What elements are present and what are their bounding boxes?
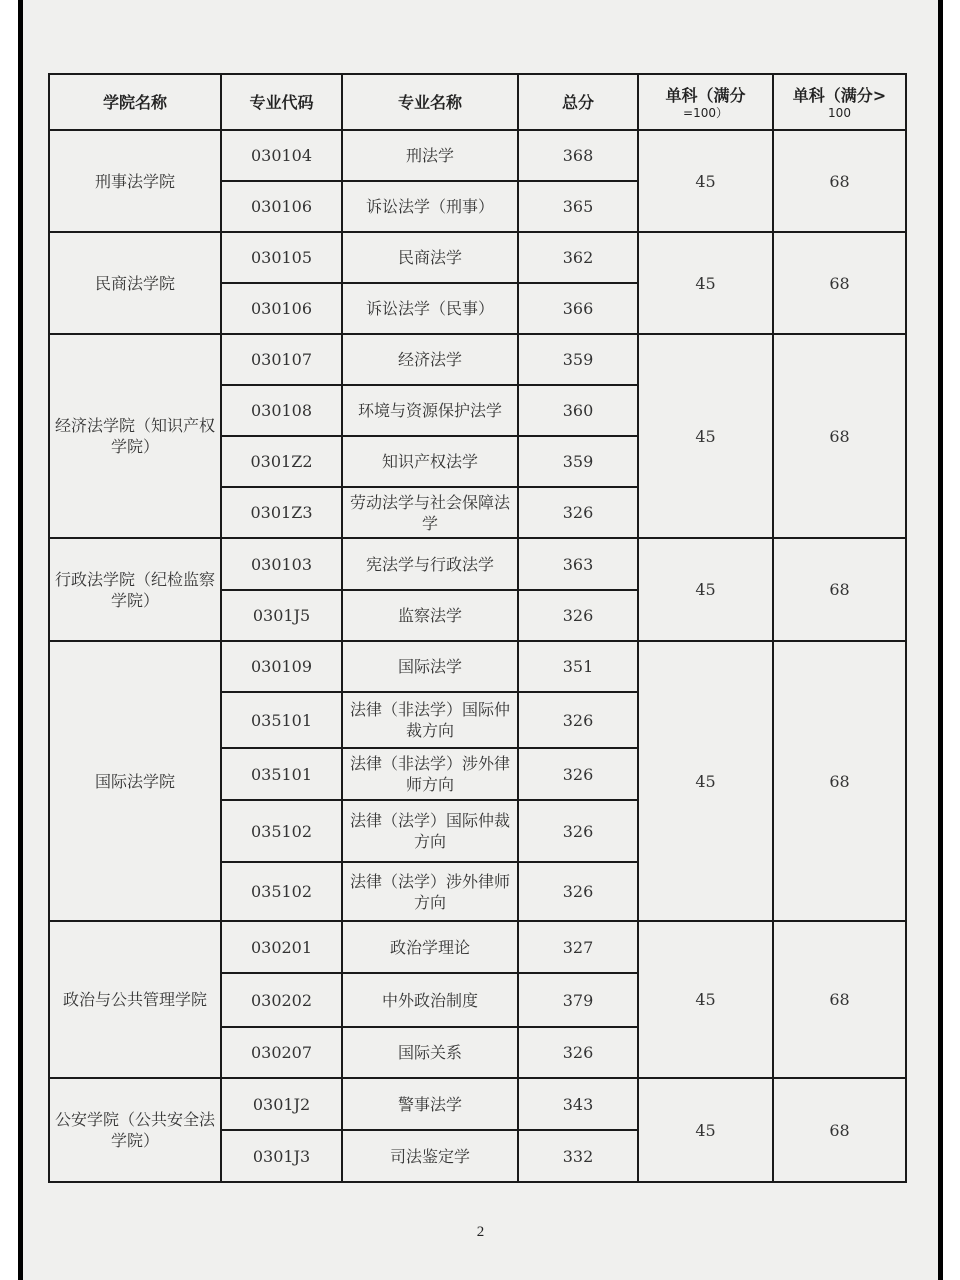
- table-row: [49, 641, 906, 692]
- total-cell: 360: [518, 385, 638, 436]
- code-cell: 035101: [221, 748, 342, 800]
- total-cell: 359: [518, 436, 638, 487]
- code-cell: 030109: [221, 641, 342, 692]
- total-cell: 379: [518, 973, 638, 1027]
- total-cell: 368: [518, 130, 638, 181]
- page-number: 2: [476, 1224, 485, 1240]
- college-cell: 行政法学院（纪检监察学院）: [49, 538, 221, 641]
- college-cell: 民商法学院: [49, 232, 221, 334]
- code-cell: 030106: [221, 181, 342, 232]
- major-cell: 诉讼法学（刑事）: [342, 181, 518, 232]
- table-row: [49, 538, 906, 590]
- college-cell: 国际法学院: [49, 641, 221, 921]
- code-cell: 0301J2: [221, 1078, 342, 1130]
- code-cell: 0301J5: [221, 590, 342, 641]
- single-gt100-cell: 68: [773, 1078, 906, 1182]
- total-cell: 359: [518, 334, 638, 385]
- table-row: [49, 1078, 906, 1130]
- code-cell: 035102: [221, 800, 342, 862]
- major-cell: 司法鉴定学: [342, 1130, 518, 1182]
- major-cell: 诉讼法学（民事）: [342, 283, 518, 334]
- single-gt100-cell: 68: [773, 921, 906, 1078]
- single-gt100-cell: 68: [773, 334, 906, 538]
- single-gt100-cell: 68: [773, 130, 906, 232]
- major-cell: 警事法学: [342, 1078, 518, 1130]
- total-cell: 326: [518, 862, 638, 921]
- code-cell: 035102: [221, 862, 342, 921]
- major-cell: 劳动法学与社会保障法学: [342, 487, 518, 538]
- total-cell: 327: [518, 921, 638, 973]
- header-code: 专业代码: [221, 74, 342, 130]
- single-gt100-cell: 68: [773, 232, 906, 334]
- total-cell: 326: [518, 800, 638, 862]
- table-row: [49, 334, 906, 385]
- header-single-100-line1: 单科（满分: [665, 85, 746, 105]
- code-cell: 030207: [221, 1027, 342, 1078]
- single-100-cell: 45: [638, 921, 773, 1078]
- code-cell: 030108: [221, 385, 342, 436]
- code-cell: 030105: [221, 232, 342, 283]
- code-cell: 030103: [221, 538, 342, 590]
- total-cell: 362: [518, 232, 638, 283]
- single-100-cell: 45: [638, 232, 773, 334]
- single-100-cell: 45: [638, 334, 773, 538]
- table-row: [49, 130, 906, 181]
- major-cell: 刑法学: [342, 130, 518, 181]
- table-header-row: [49, 74, 906, 130]
- total-cell: 326: [518, 748, 638, 800]
- single-100-cell: 45: [638, 641, 773, 921]
- major-cell: 经济法学: [342, 334, 518, 385]
- single-gt100-cell: 68: [773, 538, 906, 641]
- score-table: [48, 73, 907, 1183]
- code-cell: 030201: [221, 921, 342, 973]
- major-cell: 政治学理论: [342, 921, 518, 973]
- table-row: [49, 232, 906, 283]
- total-cell: 366: [518, 283, 638, 334]
- college-cell: 公安学院（公共安全法学院）: [49, 1078, 221, 1182]
- major-cell: 法律（法学）涉外律师方向: [342, 862, 518, 921]
- college-cell: 刑事法学院: [49, 130, 221, 232]
- table-row: [49, 921, 906, 973]
- major-cell: 国际关系: [342, 1027, 518, 1078]
- code-cell: 030106: [221, 283, 342, 334]
- header-single-gt100-line1: 单科（满分>: [792, 85, 887, 105]
- header-total: 总分: [518, 74, 638, 130]
- single-100-cell: 45: [638, 130, 773, 232]
- header-major: 专业名称: [342, 74, 518, 130]
- total-cell: 332: [518, 1130, 638, 1182]
- header-single-100-line2: =100）: [683, 105, 728, 120]
- major-cell: 中外政治制度: [342, 973, 518, 1027]
- header-college: 学院名称: [49, 74, 221, 130]
- college-cell: 经济法学院（知识产权学院）: [49, 334, 221, 538]
- single-gt100-cell: 68: [773, 641, 906, 921]
- code-cell: 0301Z2: [221, 436, 342, 487]
- major-cell: 知识产权法学: [342, 436, 518, 487]
- major-cell: 法律（非法学）国际仲裁方向: [342, 692, 518, 748]
- total-cell: 326: [518, 692, 638, 748]
- major-cell: 法律（法学）国际仲裁方向: [342, 800, 518, 862]
- header-single-gt100: [773, 74, 906, 130]
- total-cell: 351: [518, 641, 638, 692]
- major-cell: 法律（非法学）涉外律师方向: [342, 748, 518, 800]
- total-cell: 326: [518, 487, 638, 538]
- code-cell: 030202: [221, 973, 342, 1027]
- total-cell: 363: [518, 538, 638, 590]
- header-single-100: [638, 74, 773, 130]
- major-cell: 环境与资源保护法学: [342, 385, 518, 436]
- total-cell: 365: [518, 181, 638, 232]
- document-page: [23, 0, 938, 1280]
- major-cell: 宪法学与行政法学: [342, 538, 518, 590]
- total-cell: 326: [518, 1027, 638, 1078]
- college-cell: 政治与公共管理学院: [49, 921, 221, 1078]
- single-100-cell: 45: [638, 1078, 773, 1182]
- right-frame-border: [938, 0, 943, 1280]
- major-cell: 民商法学: [342, 232, 518, 283]
- major-cell: 监察法学: [342, 590, 518, 641]
- single-100-cell: 45: [638, 538, 773, 641]
- table-body: [49, 130, 906, 1182]
- code-cell: 030104: [221, 130, 342, 181]
- total-cell: 343: [518, 1078, 638, 1130]
- code-cell: 035101: [221, 692, 342, 748]
- code-cell: 030107: [221, 334, 342, 385]
- code-cell: 0301Z3: [221, 487, 342, 538]
- code-cell: 0301J3: [221, 1130, 342, 1182]
- total-cell: 326: [518, 590, 638, 641]
- major-cell: 国际法学: [342, 641, 518, 692]
- header-single-gt100-line2: 100: [828, 105, 851, 120]
